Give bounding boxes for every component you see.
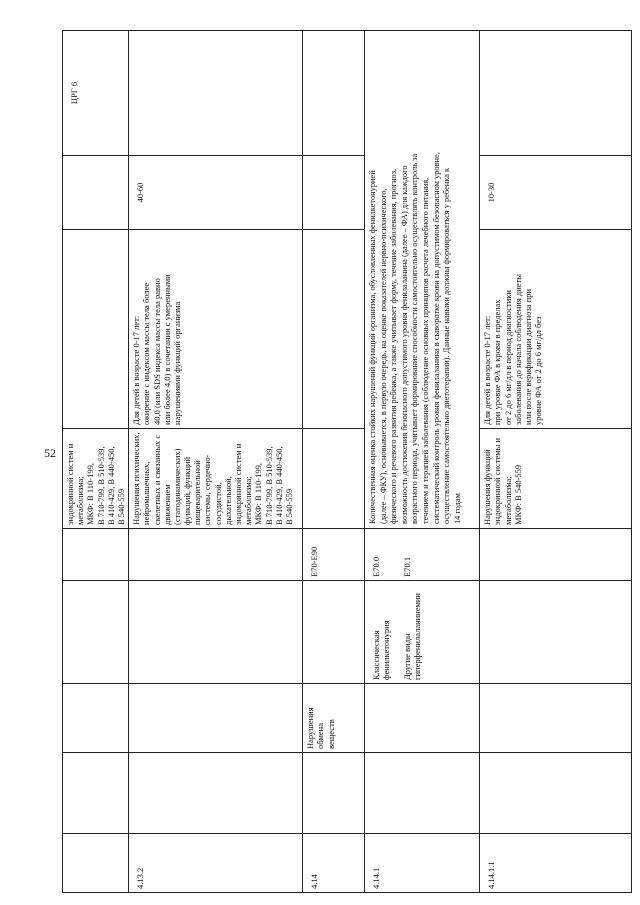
text-line: 40,0 (или SDS индекса массы тела равно xyxy=(151,278,162,425)
text-line: сосудистой, xyxy=(212,482,223,525)
cell-col2 xyxy=(63,753,129,834)
cell-col3 xyxy=(480,684,632,753)
cell-disorders xyxy=(63,429,129,529)
text-line: возможность достижения безопасного допустимого уровня фенилаланина (далее – ФА) для каждого xyxy=(399,165,409,524)
text-line: метаболизма; xyxy=(502,476,513,525)
row-number: 4.14 xyxy=(303,834,365,893)
text-line: движением xyxy=(161,484,172,525)
text-line: Классическая xyxy=(371,630,382,680)
table-row xyxy=(129,31,303,893)
text-line: метаболизма; xyxy=(75,476,86,525)
cell-criteria xyxy=(129,230,303,429)
cell-codes xyxy=(480,529,632,581)
cell-disorders xyxy=(129,429,303,529)
text-line: 14 годам xyxy=(452,493,462,524)
text-line: осуществление самостоятельно диетотерапии). Данные навыки должны формироваться у ребенка к xyxy=(442,167,452,524)
cell-col2 xyxy=(365,753,480,834)
text-line: возрастного периода, учитывает формирование способности самостоятельно осуществлять контроль за xyxy=(410,153,420,524)
text-line: эндокринной систем и xyxy=(65,443,75,525)
text-line: уровне ФА от 2 до 6 мг/дл без xyxy=(533,316,544,425)
text-line: МКФ: В 110-199, xyxy=(253,463,264,525)
table-row xyxy=(63,31,129,893)
text-line: нарушениями функций организма xyxy=(171,301,182,425)
table-row xyxy=(365,31,480,893)
cell-criteria xyxy=(63,230,129,429)
text-line: от 2 до 6 мг/дл в период диагностики xyxy=(502,290,513,425)
cell-col4 xyxy=(303,581,365,684)
text-line: или после верификации диагноза при xyxy=(522,288,533,425)
cell-codes xyxy=(129,529,303,581)
cell-codes xyxy=(303,529,365,581)
text-line: нейромышечных, xyxy=(141,461,152,525)
page-number: 52 xyxy=(44,446,56,460)
cell-codes xyxy=(365,529,480,581)
crg-label: ЦРГ 6 xyxy=(69,81,79,105)
text-line xyxy=(392,584,402,680)
row-number: 4.14.1.1 xyxy=(480,834,632,893)
text-line: Нарушения обмена xyxy=(305,707,326,749)
cell-last xyxy=(480,31,632,156)
spacer xyxy=(392,532,402,577)
percent-value: 10-30 xyxy=(486,182,497,203)
text-line: В 710-799, В 510-539, xyxy=(263,446,274,525)
text-line: МКФ: В 110-199, xyxy=(85,463,96,525)
criteria-table xyxy=(62,30,632,893)
cell-disorders xyxy=(480,429,632,529)
percent-value: 40-60 xyxy=(135,182,146,203)
text-line: В 410-429, В 440-450, xyxy=(273,446,284,525)
text-line: Для детей в возрасте 0-17 лет: xyxy=(482,315,493,425)
text-line: систематический контроль уровня фенилаланина в сыворотке крови на допустимом безопасном уровне, xyxy=(431,152,441,524)
row-number xyxy=(63,834,129,893)
text-line: веществ xyxy=(325,719,336,749)
spacer xyxy=(381,532,391,577)
text-line: или более 4,0) в сочетании с умеренными xyxy=(161,274,172,425)
text-line: Нарушения психических, xyxy=(131,432,142,525)
text-line: ожирение с индексом массы тела более xyxy=(141,282,152,425)
cell-col2 xyxy=(129,753,303,834)
cell-col3 xyxy=(63,684,129,753)
table-row xyxy=(480,31,632,893)
cell-criteria xyxy=(480,230,632,429)
text-line: В 540-559 xyxy=(115,488,126,525)
row-number: 4.14.1 xyxy=(365,834,480,893)
cell-col3 xyxy=(365,684,480,753)
rotated-table xyxy=(62,31,600,893)
text-line: физического и речевого развития ребенка, а также учитывает форму, течение заболевания, прогноз, xyxy=(389,168,399,524)
text-line: фенилкетонурия xyxy=(381,620,392,680)
cell-percent xyxy=(129,156,303,230)
text-line: гиперфенилаланинемии xyxy=(411,593,422,680)
text-line: Другие виды xyxy=(401,633,412,680)
text-line: (далее – ФКУ), основывается, в первую очередь, на оценке показателей нервно-психического, xyxy=(378,188,388,524)
text-line: (статодинамических) xyxy=(171,448,182,525)
cell-percent xyxy=(480,156,632,230)
cell-col3 xyxy=(303,684,365,753)
cell-disorders xyxy=(303,429,365,529)
text-line: МКФ: В 540-559 xyxy=(512,464,523,525)
cell-col4 xyxy=(365,581,480,684)
text-line: функций, функций xyxy=(182,457,193,525)
icd-code: E70.0 xyxy=(371,556,382,577)
text-line: при уровне ФА в крови в пределах xyxy=(492,299,503,425)
text-line: Для детей в возрасте 0-17 лет: xyxy=(131,315,142,425)
icd-code: E70.1 xyxy=(401,556,412,577)
text-line: Нарушения функций xyxy=(482,449,493,525)
text-line: пищеварительной xyxy=(192,460,203,525)
icd-code: E70-E90 xyxy=(309,546,320,577)
cell-col3 xyxy=(129,684,303,753)
text-line: дыхательной, xyxy=(222,476,233,525)
text-line: системы, сердечно- xyxy=(202,454,213,525)
text-line: скелетных и связанных с xyxy=(151,434,162,525)
text-line: В 540-559 xyxy=(283,488,294,525)
cell-col4 xyxy=(480,581,632,684)
row-number: 4.13.2 xyxy=(129,834,303,893)
cell-col4 xyxy=(63,581,129,684)
table-row xyxy=(303,31,365,893)
cell-col2 xyxy=(480,753,632,834)
text-line: В 710-799, В 510-539, xyxy=(95,446,106,525)
cell-col4 xyxy=(129,581,303,684)
text-line: эндокринной систем и xyxy=(233,443,243,525)
text-line: Количественная оценка стойких нарушений функций организма, обусловленных фенилкетонурией xyxy=(368,170,378,524)
cell-codes xyxy=(63,529,129,581)
cell-col2 xyxy=(303,753,365,834)
cell-merged-description xyxy=(365,31,480,529)
cell-last xyxy=(63,31,129,156)
text-line: В 410-429, В 440-450, xyxy=(105,446,116,525)
text-line: заболевания до начала соблюдения диеты xyxy=(512,274,523,425)
text-line: эндокринной системы и xyxy=(492,437,503,525)
cell-percent xyxy=(303,156,365,230)
cell-last xyxy=(303,31,365,156)
cell-last xyxy=(129,31,303,156)
text-line: метаболизма; xyxy=(243,476,254,525)
cell-criteria xyxy=(303,230,365,429)
cell-percent xyxy=(63,156,129,230)
text-line: течением и терапией заболевания (соблюдение основных принципов расчета лечебного питания, xyxy=(421,177,431,524)
